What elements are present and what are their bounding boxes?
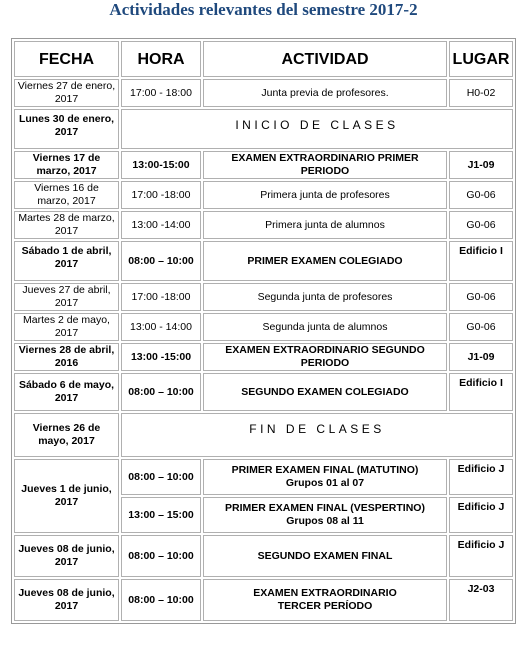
date-cell: Jueves 08 de junio, 2017 xyxy=(14,535,119,577)
activity-cell xyxy=(203,579,447,621)
date-cell: Sábado 1 de abril, 2017 xyxy=(14,241,119,281)
table-row xyxy=(14,151,513,179)
time-cell: 08:00 – 10:00 xyxy=(121,241,201,281)
activities-table xyxy=(11,38,516,624)
time-cell: 17:00 -18:00 xyxy=(121,283,201,311)
place-cell: Edificio J xyxy=(449,497,513,533)
activity-cell: FIN DE CLASES xyxy=(121,413,513,457)
table-row xyxy=(14,283,513,311)
activity-groups: Grupos 01 al 07 xyxy=(285,477,365,489)
column-header-fecha: FECHA xyxy=(14,41,119,77)
place-cell: J1-09 xyxy=(449,151,513,179)
table-row xyxy=(14,413,513,457)
activity-title: PRIMER EXAMEN FINAL (MATUTINO) xyxy=(231,464,419,476)
place-cell: G0-06 xyxy=(449,313,513,341)
activity-cell: Primera junta de alumnos xyxy=(203,211,447,239)
page-title: Actividades relevantes del semestre 2017-2 xyxy=(109,0,418,19)
date-cell: Viernes 17 de marzo, 2017 xyxy=(14,151,119,179)
date-cell: Jueves 08 de junio, 2017 xyxy=(14,579,119,621)
table-row xyxy=(14,313,513,341)
table-row xyxy=(14,79,513,107)
time-cell: 13:00 - 14:00 xyxy=(121,313,201,341)
activity-cell: EXAMEN EXTRAORDINARIO SEGUNDO PERIODO xyxy=(203,343,447,371)
time-cell: 13:00-15:00 xyxy=(121,151,201,179)
time-cell: 13:00 -15:00 xyxy=(121,343,201,371)
activity-title: PRIMER EXAMEN FINAL (VESPERTINO) xyxy=(225,502,425,514)
table-row xyxy=(14,579,513,621)
place-cell: G0-06 xyxy=(449,181,513,209)
table-row xyxy=(14,109,513,149)
table-header-row xyxy=(14,41,513,77)
time-cell: 08:00 – 10:00 xyxy=(121,373,201,411)
date-cell: Lunes 30 de enero, 2017 xyxy=(14,109,119,149)
column-header-actividad: ACTIVIDAD xyxy=(203,41,447,77)
date-cell: Viernes 26 de mayo, 2017 xyxy=(14,413,119,457)
activity-cell: SEGUNDO EXAMEN FINAL xyxy=(203,535,447,577)
place-cell: Edificio J xyxy=(449,535,513,577)
table-row xyxy=(14,211,513,239)
activity-groups: Grupos 08 al 11 xyxy=(286,515,364,527)
activity-title: EXAMEN EXTRAORDINARIO xyxy=(253,587,397,599)
date-cell: Viernes 16 de marzo, 2017 xyxy=(14,181,119,209)
time-cell: 08:00 – 10:00 xyxy=(121,579,201,621)
activity-cell xyxy=(203,497,447,533)
table-row xyxy=(14,535,513,577)
date-cell: Martes 2 de mayo, 2017 xyxy=(14,313,119,341)
table-row xyxy=(14,373,513,411)
date-cell: Jueves 1 de junio, 2017 xyxy=(14,459,119,533)
activity-cell: PRIMER EXAMEN COLEGIADO xyxy=(203,241,447,281)
activity-cell: SEGUNDO EXAMEN COLEGIADO xyxy=(203,373,447,411)
activity-cell: Segunda junta de profesores xyxy=(203,283,447,311)
place-cell: G0-06 xyxy=(449,283,513,311)
table-row xyxy=(14,181,513,209)
date-cell: Viernes 27 de enero, 2017 xyxy=(14,79,119,107)
time-cell: 08:00 – 10:00 xyxy=(121,459,201,495)
activity-cell: EXAMEN EXTRAORDINARIO PRIMER PERIODO xyxy=(203,151,447,179)
column-header-hora: HORA xyxy=(121,41,201,77)
activity-cell: Primera junta de profesores xyxy=(203,181,447,209)
date-cell: Sábado 6 de mayo, 2017 xyxy=(14,373,119,411)
table-row xyxy=(14,343,513,371)
time-cell: 13:00 -14:00 xyxy=(121,211,201,239)
time-cell: 17:00 -18:00 xyxy=(121,181,201,209)
place-cell: Edificio I xyxy=(449,373,513,411)
place-cell: H0-02 xyxy=(449,79,513,107)
table-row xyxy=(14,241,513,281)
activity-cell: INICIO DE CLASES xyxy=(121,109,513,149)
date-cell: Martes 28 de marzo, 2017 xyxy=(14,211,119,239)
place-cell: J1-09 xyxy=(449,343,513,371)
date-cell: Jueves 27 de abril, 2017 xyxy=(14,283,119,311)
time-cell: 08:00 – 10:00 xyxy=(121,535,201,577)
table-row xyxy=(14,459,513,495)
place-cell: J2-03 xyxy=(449,579,513,621)
date-cell: Viernes 28 de abril, 2016 xyxy=(14,343,119,371)
column-header-lugar: LUGAR xyxy=(449,41,513,77)
activity-cell xyxy=(203,459,447,495)
activity-cell: Junta previa de profesores. xyxy=(203,79,447,107)
time-cell: 13:00 – 15:00 xyxy=(121,497,201,533)
place-cell: Edificio I xyxy=(449,241,513,281)
time-cell: 17:00 - 18:00 xyxy=(121,79,201,107)
activity-subtitle: TERCER PERÍODO xyxy=(277,600,373,612)
place-cell: G0-06 xyxy=(449,211,513,239)
place-cell: Edificio J xyxy=(449,459,513,495)
activity-cell: Segunda junta de alumnos xyxy=(203,313,447,341)
